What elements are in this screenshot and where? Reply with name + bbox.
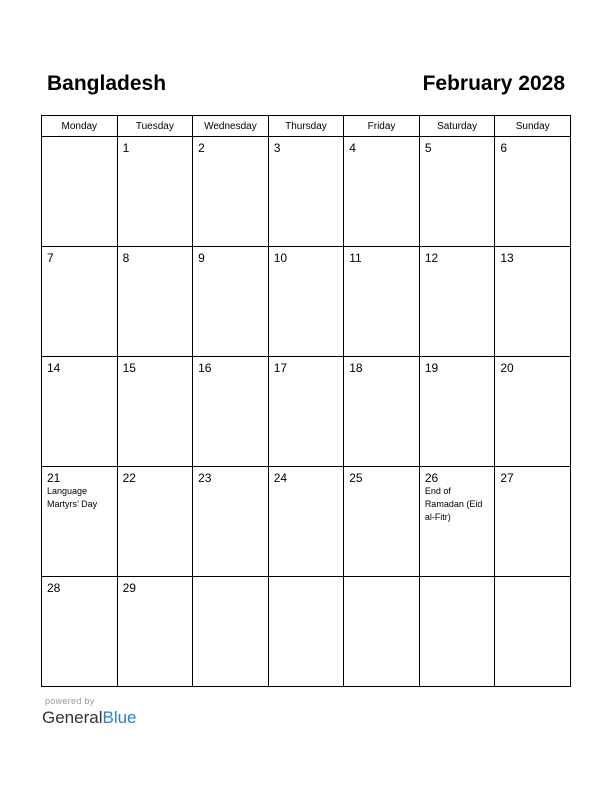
day-number: 21 — [47, 471, 61, 485]
day-cell — [117, 577, 193, 687]
weekday-header-row — [42, 116, 571, 137]
day-cell — [495, 357, 571, 467]
day-cell — [495, 137, 571, 247]
logo-text-general: General — [42, 708, 103, 727]
day-number: 1 — [122, 141, 130, 155]
weekday-label: Thursday — [268, 116, 344, 137]
weekday-label: Tuesday — [117, 116, 193, 137]
day-number: 18 — [349, 361, 363, 375]
week-row — [42, 577, 571, 687]
week-row — [42, 467, 571, 577]
day-number: 12 — [424, 251, 439, 265]
day-number: 16 — [198, 361, 212, 375]
day-cell — [193, 467, 269, 577]
day-cell — [268, 577, 344, 687]
day-cell — [193, 577, 269, 687]
day-cell — [268, 137, 344, 247]
weekday-label: Friday — [344, 116, 420, 137]
week-row — [42, 357, 571, 467]
calendar-grid — [41, 115, 571, 687]
day-cell — [419, 577, 495, 687]
day-cell — [419, 137, 495, 247]
week-row — [42, 247, 571, 357]
day-cell — [495, 467, 571, 577]
day-number: 10 — [273, 251, 288, 265]
day-cell — [42, 137, 118, 247]
day-cell — [268, 247, 344, 357]
day-cell — [419, 247, 495, 357]
day-number: 20 — [500, 361, 514, 375]
day-number: 24 — [273, 471, 288, 485]
day-number: 29 — [122, 581, 136, 595]
day-number — [269, 577, 344, 581]
day-cell — [495, 577, 571, 687]
day-number: 19 — [424, 361, 439, 375]
day-cell — [42, 247, 118, 357]
day-cell — [419, 467, 495, 577]
country-title: Bangladesh — [47, 72, 167, 95]
day-cell — [117, 137, 193, 247]
day-number: 4 — [349, 141, 356, 155]
day-number — [42, 137, 117, 141]
day-cell — [193, 137, 269, 247]
day-cell — [117, 357, 193, 467]
weekday-label: Sunday — [495, 116, 571, 137]
day-cell — [117, 247, 193, 357]
day-number: 23 — [198, 471, 212, 485]
weekday-label: Monday — [42, 116, 118, 137]
day-number: 28 — [47, 581, 61, 595]
day-cell — [495, 247, 571, 357]
day-number: 15 — [122, 361, 136, 375]
month-title: February 2028 — [422, 72, 565, 95]
day-number: 13 — [500, 251, 514, 265]
day-number: 11 — [349, 251, 362, 265]
logo-text-blue: Blue — [102, 708, 137, 727]
holiday-label: End of Ramadan (Eid al-Fitr) — [424, 486, 483, 522]
day-number: 26 — [424, 471, 439, 485]
day-cell — [193, 247, 269, 357]
day-number: 6 — [500, 141, 508, 155]
day-number: 22 — [122, 471, 136, 485]
day-number: 7 — [47, 251, 54, 265]
day-number — [495, 577, 570, 581]
powered-by-label: powered by — [45, 696, 95, 706]
day-number: 5 — [424, 141, 432, 155]
day-number: 25 — [349, 471, 363, 485]
weekday-label: Wednesday — [193, 116, 269, 137]
week-row — [42, 137, 571, 247]
day-cell — [344, 577, 420, 687]
calendar-header — [47, 70, 565, 100]
day-number: 2 — [198, 141, 205, 155]
day-cell — [344, 357, 420, 467]
day-cell — [268, 357, 344, 467]
day-cell — [344, 467, 420, 577]
generalblue-logo — [42, 708, 137, 728]
weekday-label: Saturday — [419, 116, 495, 137]
day-number: 14 — [47, 361, 61, 375]
day-number — [344, 577, 419, 581]
day-cell — [344, 137, 420, 247]
day-number: 9 — [198, 251, 205, 265]
day-cell — [42, 357, 118, 467]
day-cell — [42, 467, 118, 577]
day-cell — [117, 467, 193, 577]
day-cell — [419, 357, 495, 467]
day-number: 8 — [122, 251, 130, 265]
day-cell — [344, 247, 420, 357]
day-cell — [42, 577, 118, 687]
day-number — [420, 577, 495, 581]
footer-branding — [42, 696, 137, 728]
day-cell — [268, 467, 344, 577]
day-number — [193, 577, 268, 581]
day-number: 27 — [500, 471, 514, 485]
day-number: 17 — [273, 361, 288, 375]
holiday-label: Language Martyrs’ Day — [47, 486, 98, 509]
day-number: 3 — [273, 141, 281, 155]
day-cell — [193, 357, 269, 467]
